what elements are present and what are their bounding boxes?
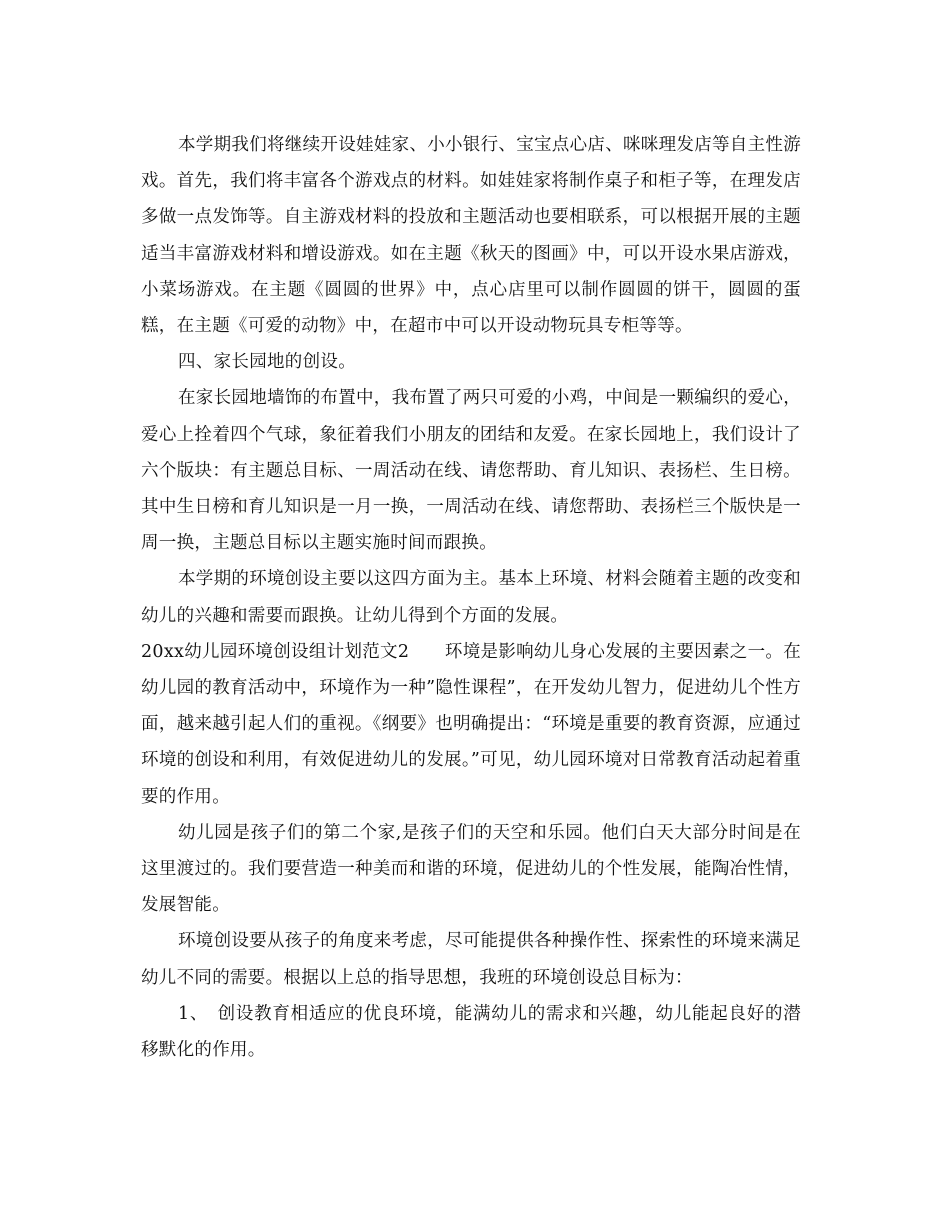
paragraph-goal-1: 1、 创设教育相适应的优良环境，能满幼儿的需求和兴趣，幼儿能起良好的潜移默化的作用。	[141, 1003, 801, 1061]
paragraph-games: 本学期我们将继续开设娃娃家、小小银行、宝宝点心店、咪咪理发店等自主性游戏。首先，我们将丰富各个游戏点的材料。如娃娃家将制作桌子和柜子等，在理发店多做一点发饰等。自主游戏材料的投放和主题活动也要相联系，可以根据开展的主题适当丰富游戏材料和增设游戏。如在主题《秋天的图画》中，可以开设水果店游戏，小菜场游戏。在主题《圆圆的世界》中，点心店里可以制作圆圆的饼干，圆圆的蛋糕，在主题《可爱的动物》中，在超市中可以开设动物玩具专柜等等。	[141, 135, 801, 337]
paragraph-parent-garden: 在家长园地墙饰的布置中，我布置了两只可爱的小鸡，中间是一颗编织的爱心，爱心上拴着四个气球，象征着我们小朋友的团结和友爱。在家长园地上，我们设计了六个版块：有主题总目标、一周活动在线、请您帮助、育儿知识、表扬栏、生日榜。其中生日榜和育儿知识是一月一换，一周活动在线、请您帮助、表扬栏三个版快是一周一换，主题总目标以主题实施时间而跟换。	[141, 388, 801, 554]
section-heading-parent-garden: 四、家长园地的创设。	[178, 352, 356, 373]
paragraph-plan-title-intro: 20xx幼儿园环境创设组计划范文2 环境是影响幼儿身心发展的主要因素之一。在幼儿园的教育活动中，环境作为一种”隐性课程”，在开发幼儿智力，促进幼儿个性方面，越来越引起人们的重视。《纲要》也明确提出：“环境是重要的教育资源，应通过环境的创设和利用，有效促进幼儿的发展。”可见，幼儿园环境对日常教育活动起着重要的作用。	[141, 641, 801, 807]
paragraph-second-home: 幼儿园是孩子们的第二个家,是孩子们的天空和乐园。他们白天大部分时间是在这里渡过的。我们要营造一种美而和谐的环境，促进幼儿的个性发展，能陶冶性情，发展智能。	[141, 822, 801, 916]
paragraph-summary: 本学期的环境创设主要以这四方面为主。基本上环境、材料会随着主题的改变和幼儿的兴趣和需要而跟换。让幼儿得到个方面的发展。	[141, 569, 801, 626]
body-text	[141, 127, 801, 1068]
paragraph-guiding-idea: 环境创设要从孩子的角度来考虑，尽可能提供各种操作性、探索性的环境来满足幼儿不同的需要。根据以上总的指导思想，我班的环境创设总目标为：	[141, 931, 801, 988]
